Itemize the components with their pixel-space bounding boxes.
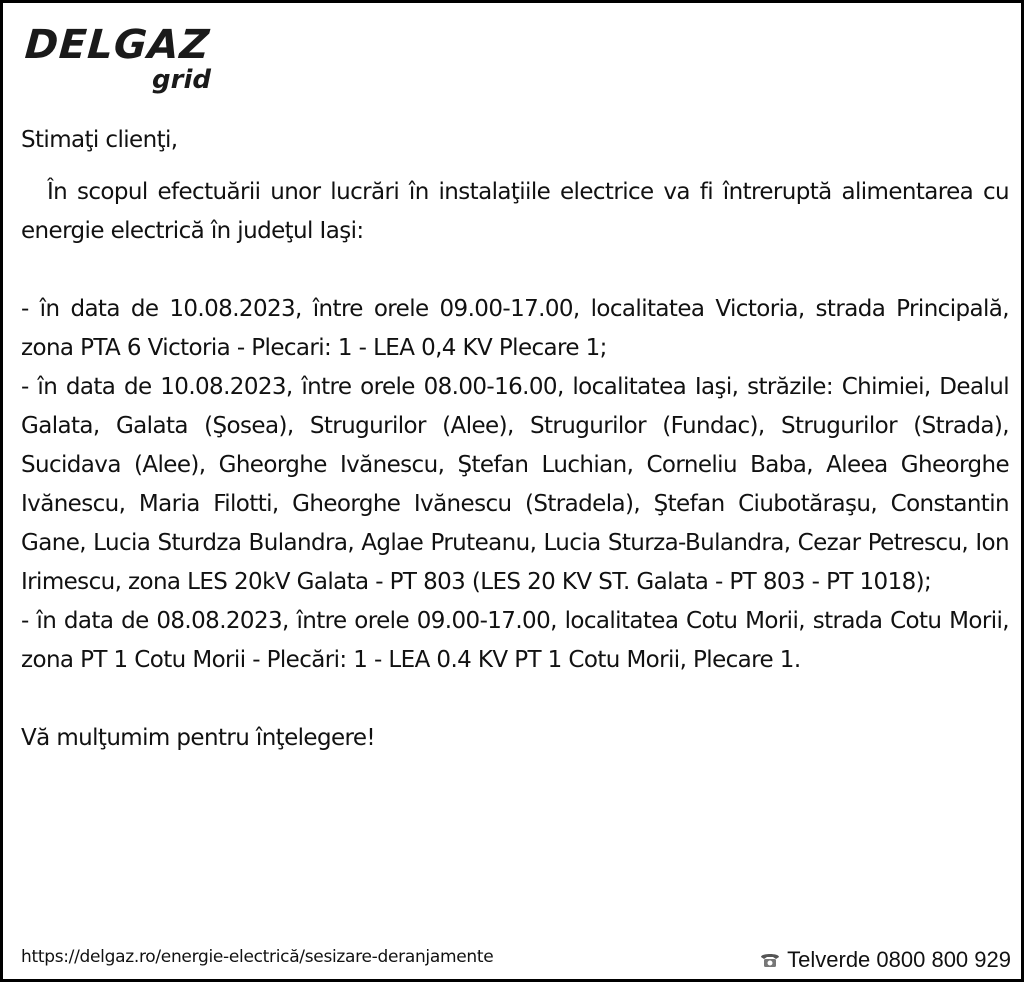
intro-paragraph: În scopul efectuării unor lucrări în instalaţiile electrice va fi întreruptă alimentarea cu energie electrică în judeţul Iaşi: [21,179,1009,244]
outage-item-1: - în data de 10.08.2023, între orele 09.00-17.00, localitatea Victoria, strada Principală, zona PTA 6 Victoria - Plecari: 1 - LEA 0,4 KV Plecare 1; [21,296,1009,361]
logo-sub-text: grid [152,65,211,95]
notice-body [21,121,1009,758]
greeting: Stimaţi clienţi, [21,127,178,153]
outage-item-2: - în data de 10.08.2023, între orele 08.00-16.00, localitatea Iaşi, străzile: Chimiei, Dealul Galata, Galata (Şosea), Strugurilor (Alee), Strugurilor (Fundac), Strugurilor (Strada), Sucidava (Alee), Gheorghe Ivănescu, Ştefan Luchian, Corneliu Baba, Aleea Gheorghe Ivănescu, Maria Filotti, Gheorghe Ivănescu (Stradela), Ştefan Ciubotăraşu, Constantin Gane, Lucia Sturdza Bulandra, Aglae Pruteanu, Lucia Sturza-Bulandra, Cezar Petrescu, Ion Irimescu, zona LES 20kV Galata - PT 803 (LES 20 KV ST. Galata - PT 803 - PT 1018); [21,374,1009,595]
closing-line: Vă mulţumim pentru înţelegere! [21,725,376,751]
footer-url-link[interactable]: https://delgaz.ro/energie-electrică/sesizare-deranjamente [21,947,494,967]
spacer [21,251,1009,290]
phone-number: Telverde 0800 800 929 [787,947,1011,972]
outage-item-3: - în data de 08.08.2023, între orele 09.00-17.00, localitatea Cotu Morii, strada Cotu Morii, zona PT 1 Cotu Morii - Plecări: 1 - LEA 0.4 KV PT 1 Cotu Morii, Plecare 1. [21,608,1009,673]
spacer [21,680,1009,719]
delgaz-grid-logo [23,22,217,95]
logo-main-text: DELGAZ [23,22,212,68]
footer-phone [759,947,1011,973]
telephone-icon [759,951,781,969]
